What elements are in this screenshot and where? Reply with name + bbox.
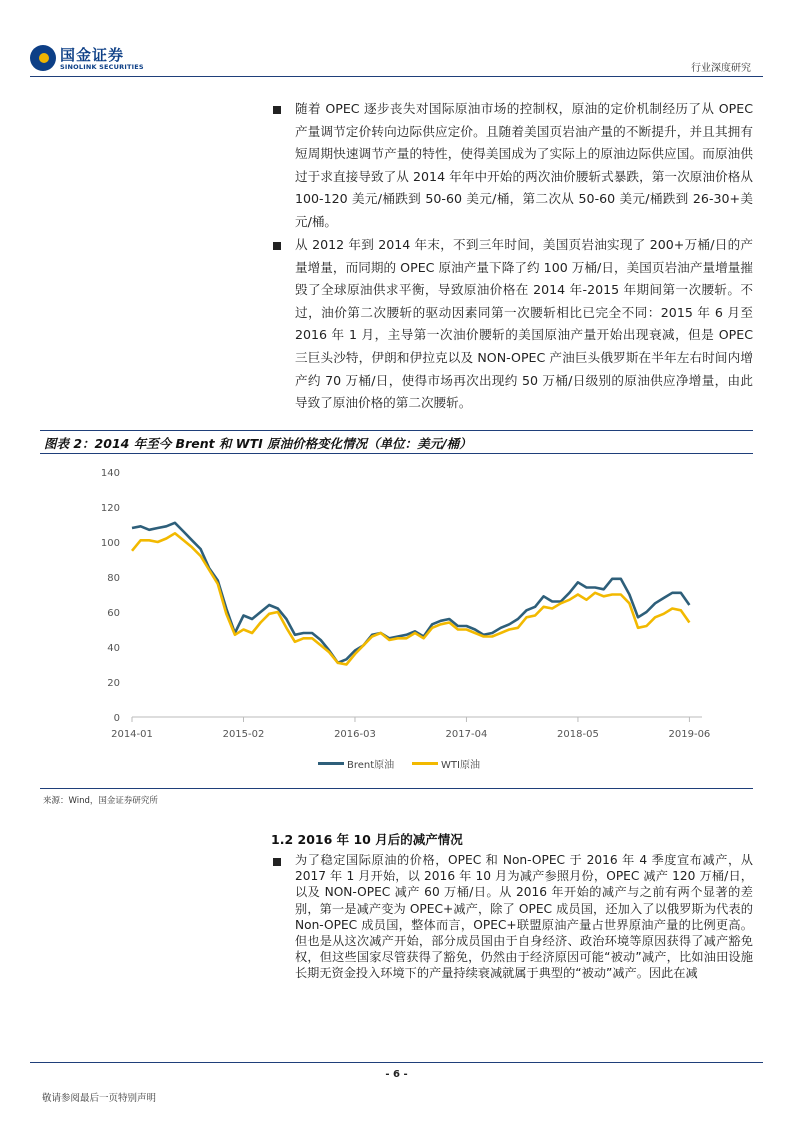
y-tick-label: 80: [107, 573, 120, 584]
page-number: - 6 -: [385, 1069, 408, 1080]
footer-disclaimer: 敬请参阅最后一页特别声明: [42, 1093, 157, 1104]
bullet-icon: [273, 106, 281, 114]
figure-source: 来源：Wind，国金证券研究所: [43, 796, 158, 806]
y-tick-label: 140: [100, 468, 120, 479]
legend-label-wti: WTI原油: [441, 760, 480, 771]
y-tick-label: 60: [107, 608, 120, 619]
section-title: 1.2 2016 年 10 月后的减产情况: [271, 832, 463, 847]
legend-swatch-wti: [412, 762, 438, 765]
figure-title-rule: [40, 453, 753, 454]
y-axis: [101, 468, 120, 724]
y-tick-label: 0: [113, 713, 120, 724]
report-category: 行业深度研究: [691, 63, 751, 74]
y-tick-label: 40: [107, 643, 120, 654]
legend-swatch-brent: [318, 762, 344, 765]
header-divider: [30, 76, 763, 77]
figure-top-rule: [40, 430, 753, 431]
x-tick-label: 2016-03: [334, 729, 376, 740]
logo-subtext: SINOLINK SECURITIES: [60, 63, 144, 71]
bullet-icon: [273, 858, 281, 866]
x-axis: [111, 717, 710, 740]
figure-bottom-rule: [40, 788, 753, 789]
bullet-icon: [273, 242, 281, 250]
footer-divider: [30, 1062, 763, 1063]
paragraph-2: 从 2012 年到 2014 年末，不到三年时间，美国页岩油实现了 200+万桶/日的产量增量，而同期的 OPEC 原油产量下降了约 100 万桶/日，美国页岩油产量增量摧毁了全球原油供求平衡，导致原油价格在 2014 年-2015 年期间第一次腰斩。不过，油价第二次腰斩的驱动因素同第一次腰斩相比已完全不同：2015 年 6 月至 2016 年 1 月，主导第一次油价腰斩的美国原油产量开始出现衰减，但是 OPEC 三巨头沙特，伊朗和伊拉克以及 NON-OPEC 产油巨头俄罗斯在半年左右时间内增产约 70 万桶/日，使得市场再次出现约 50 万桶/日级别的原油供应净增量，由此导致了原油价格的第二次腰斩。: [295, 237, 753, 411]
wti-series-line: [132, 533, 689, 664]
figure-title: 图表 2：2014 年至今 Brent 和 WTI 原油价格变化情况（单位：美元/桶）: [44, 436, 472, 451]
x-tick-label: 2019-06: [668, 729, 711, 740]
x-tick-label: 2017-04: [445, 729, 488, 740]
x-tick-label: 2014-01: [111, 729, 153, 740]
legend-label-brent: Brent原油: [347, 760, 395, 771]
logo-text: 国金证券: [60, 46, 125, 64]
x-tick-label: 2015-02: [222, 729, 265, 740]
price-chart: [40, 456, 753, 786]
x-tick-label: 2018-05: [557, 729, 599, 740]
y-tick-label: 100: [100, 538, 120, 549]
y-tick-label: 120: [100, 503, 120, 514]
brent-series-line: [132, 523, 689, 663]
y-tick-label: 20: [107, 678, 120, 689]
logo-icon: [30, 45, 56, 71]
section-paragraph: 为了稳定国际原油的价格，OPEC 和 Non-OPEC 于 2016 年 4 季度宣布减产，从 2017 年 1 月开始，以 2016 年 10 月为减产参照月份，OPEC 减产 120 万桶/日，以及 NON-OPEC 减产 60 万桶/日。从 2016 年开始的减产与之前有两个显著的差别，第一是减产变为 OPEC+减产，除了 OPEC 成员国，还加入了以俄罗斯为代表的 Non-OPEC 成员国，整体而言，OPEC+联盟原油产量占世界原油产量的比例更高。但也是从这次减产开始，部分成员国由于自身经济、政治环境等原因获得了减产豁免权，但这些国家尽管获得了豁免，仍然由于经济原因可能“被动”减产，比如油田设施长期无资金投入环境下的产量持续衰减就属于典型的“被动”减产。因此在减: [295, 853, 753, 981]
paragraph-1: 随着 OPEC 逐步丧失对国际原油市场的控制权，原油的定价机制经历了从 OPEC 产量调节定价转向边际供应定价。且随着美国页岩油产量的不断提升，并且其拥有短周期快速调节产量的特性，使得美国成为了实际上的原油边际供应国。而原油供过于求直接导致了从 2014 年年中开始的两次油价腰斩式暴跌，第一次原油价格从 100-120 美元/桶跌到 50-60 美元/桶，第二次从 50-60 美元/桶跌到 26-30+美元/桶。: [295, 101, 753, 229]
